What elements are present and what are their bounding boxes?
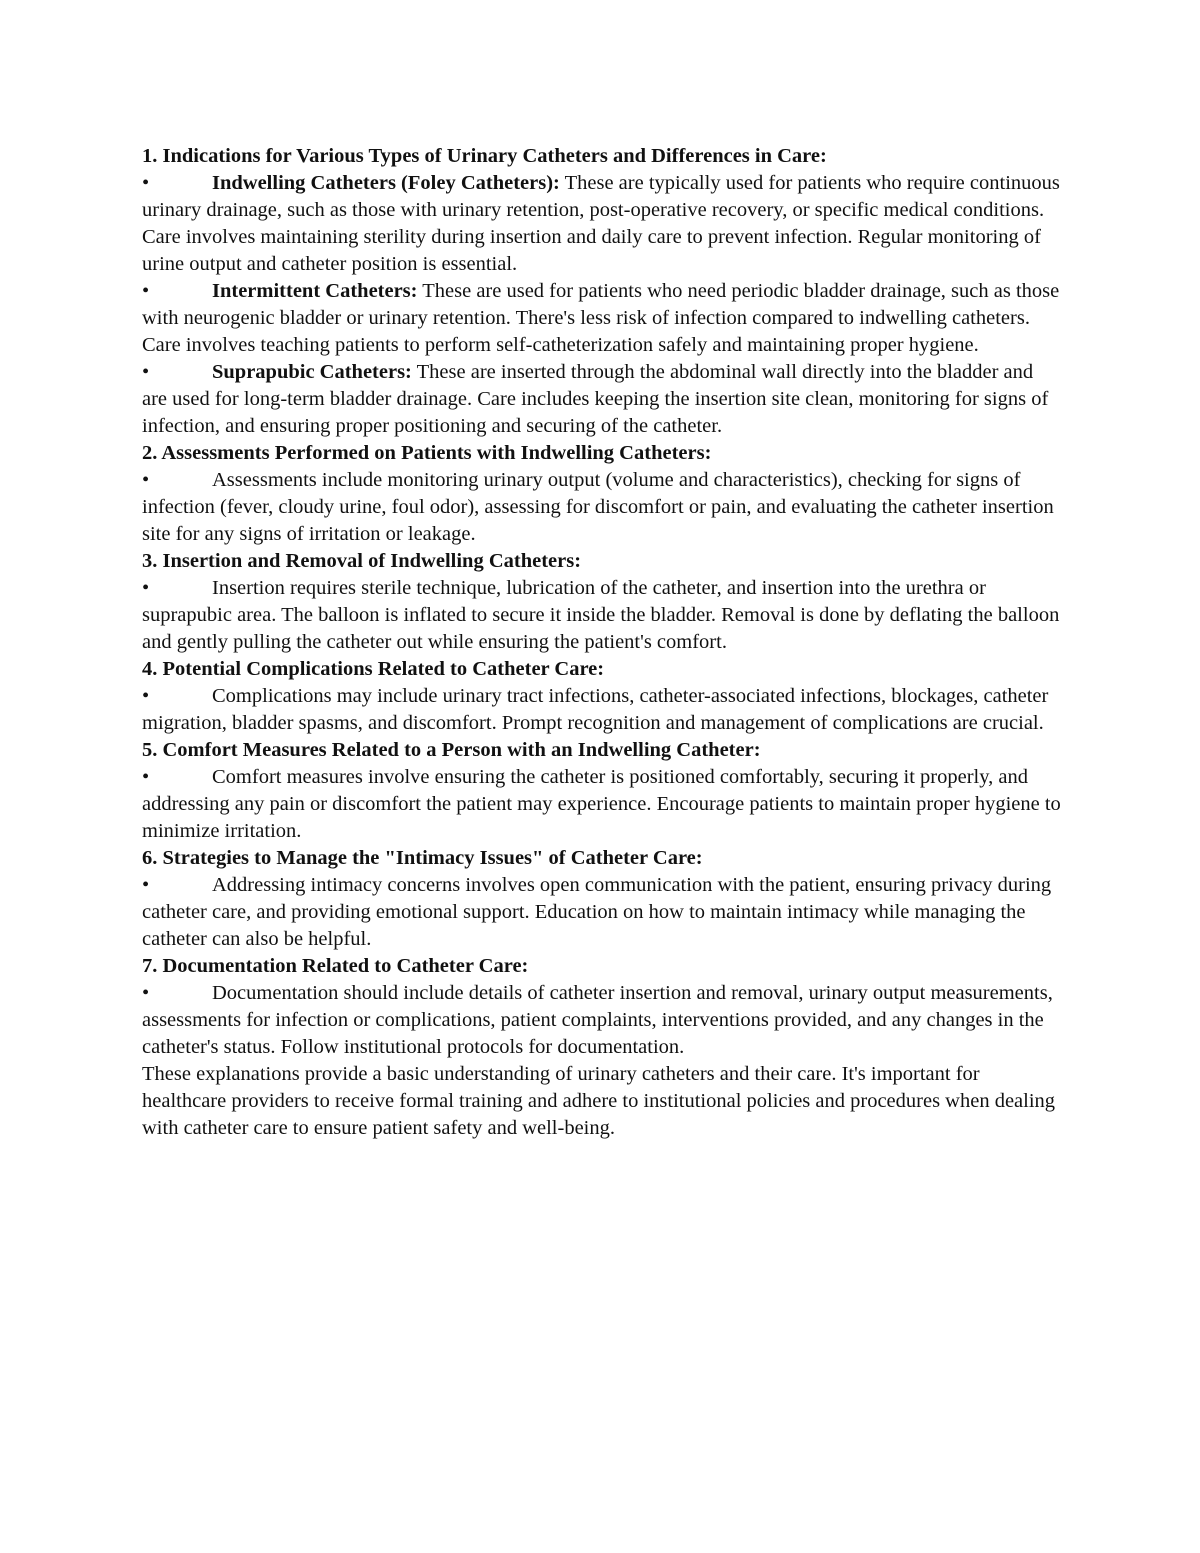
bullet-mark: • (142, 766, 150, 788)
bullet-mark: • (142, 874, 150, 896)
bullet-item (142, 467, 1062, 548)
section-heading: 5. Comfort Measures Related to a Person with an Indwelling Catheter: (142, 739, 761, 761)
bullet-mark: • (142, 982, 150, 1004)
bullet-text: Comfort measures involve ensuring the catheter is positioned comfortably, securing it properly, and addressing any pain or discomfort the patient may experience. Encourage patients to maintain proper hygiene to minimize irritation. (142, 766, 1061, 842)
bullet-mark: • (142, 172, 150, 194)
bullet-item (142, 764, 1062, 845)
bullet-mark: • (142, 577, 150, 599)
bullet-item (142, 872, 1062, 953)
bullet-mark: • (142, 685, 150, 707)
bullet-item (142, 575, 1062, 656)
section-heading: 7. Documentation Related to Catheter Care: (142, 955, 529, 977)
bullet-text: These are used for patients who need periodic bladder drainage, such as those with neurogenic bladder or urinary retention. There's less risk of infection compared to indwelling catheters. Care involves teaching patients to perform self-catheterization safely and maintaining proper hygiene. (142, 280, 1060, 356)
document-page (142, 143, 1062, 1142)
bullet-item (142, 980, 1062, 1061)
bullet-mark: • (142, 361, 150, 383)
bullet-text: Complications may include urinary tract infections, catheter-associated infections, blockages, catheter migration, bladder spasms, and discomfort. Prompt recognition and management of complications are crucial. (142, 685, 1049, 734)
section-heading: 6. Strategies to Manage the "Intimacy Issues" of Catheter Care: (142, 847, 703, 869)
bullet-text: These are inserted through the abdominal wall directly into the bladder and are used for long-term bladder drainage. Care includes keeping the insertion site clean, monitoring for signs of infection, and ensuring proper positioning and securing of the catheter. (142, 361, 1049, 437)
bullet-text: These are typically used for patients who require continuous urinary drainage, such as those with urinary retention, post-operative recovery, or specific medical conditions. Care involves maintaining sterility during insertion and daily care to prevent infection. Regular monitoring of urine output and catheter position is essential. (142, 172, 1060, 275)
bullet-text: Insertion requires sterile technique, lubrication of the catheter, and insertion into the urethra or suprapubic area. The balloon is inflated to secure it inside the bladder. Removal is done by deflating the balloon and gently pulling the catheter out while ensuring the patient's comfort. (142, 577, 1060, 653)
section-heading: 3. Insertion and Removal of Indwelling Catheters: (142, 550, 582, 572)
bullet-item (142, 359, 1062, 440)
bullet-text: Addressing intimacy concerns involves open communication with the patient, ensuring privacy during catheter care, and providing emotional support. Education on how to maintain intimacy while managing the catheter can also be helpful. (142, 874, 1052, 950)
bullet-item (142, 170, 1062, 278)
bullet-item (142, 683, 1062, 737)
bullet-item (142, 278, 1062, 359)
section-heading: 4. Potential Complications Related to Catheter Care: (142, 658, 605, 680)
closing-paragraph: These explanations provide a basic understanding of urinary catheters and their care. It's important for healthcare providers to receive formal training and adhere to institutional policies and procedures when dealing with catheter care to ensure patient safety and well-being. (142, 1063, 1056, 1139)
bullet-label: Indwelling Catheters (Foley Catheters): (212, 172, 560, 194)
section-heading: 2. Assessments Performed on Patients with Indwelling Catheters: (142, 442, 712, 464)
bullet-mark: • (142, 469, 150, 491)
bullet-text: Documentation should include details of catheter insertion and removal, urinary output measurements, assessments for infection or complications, patient complaints, interventions provided, and any changes in the catheter's status. Follow institutional protocols for documentation. (142, 982, 1053, 1058)
bullet-label: Intermittent Catheters: (212, 280, 418, 302)
bullet-text: Assessments include monitoring urinary output (volume and characteristics), checking for signs of infection (fever, cloudy urine, foul odor), assessing for discomfort or pain, and evaluating the catheter insertion site for any signs of irritation or leakage. (142, 469, 1054, 545)
bullet-label: Suprapubic Catheters: (212, 361, 412, 383)
section-heading: 1. Indications for Various Types of Urinary Catheters and Differences in Care: (142, 145, 827, 167)
bullet-mark: • (142, 280, 150, 302)
